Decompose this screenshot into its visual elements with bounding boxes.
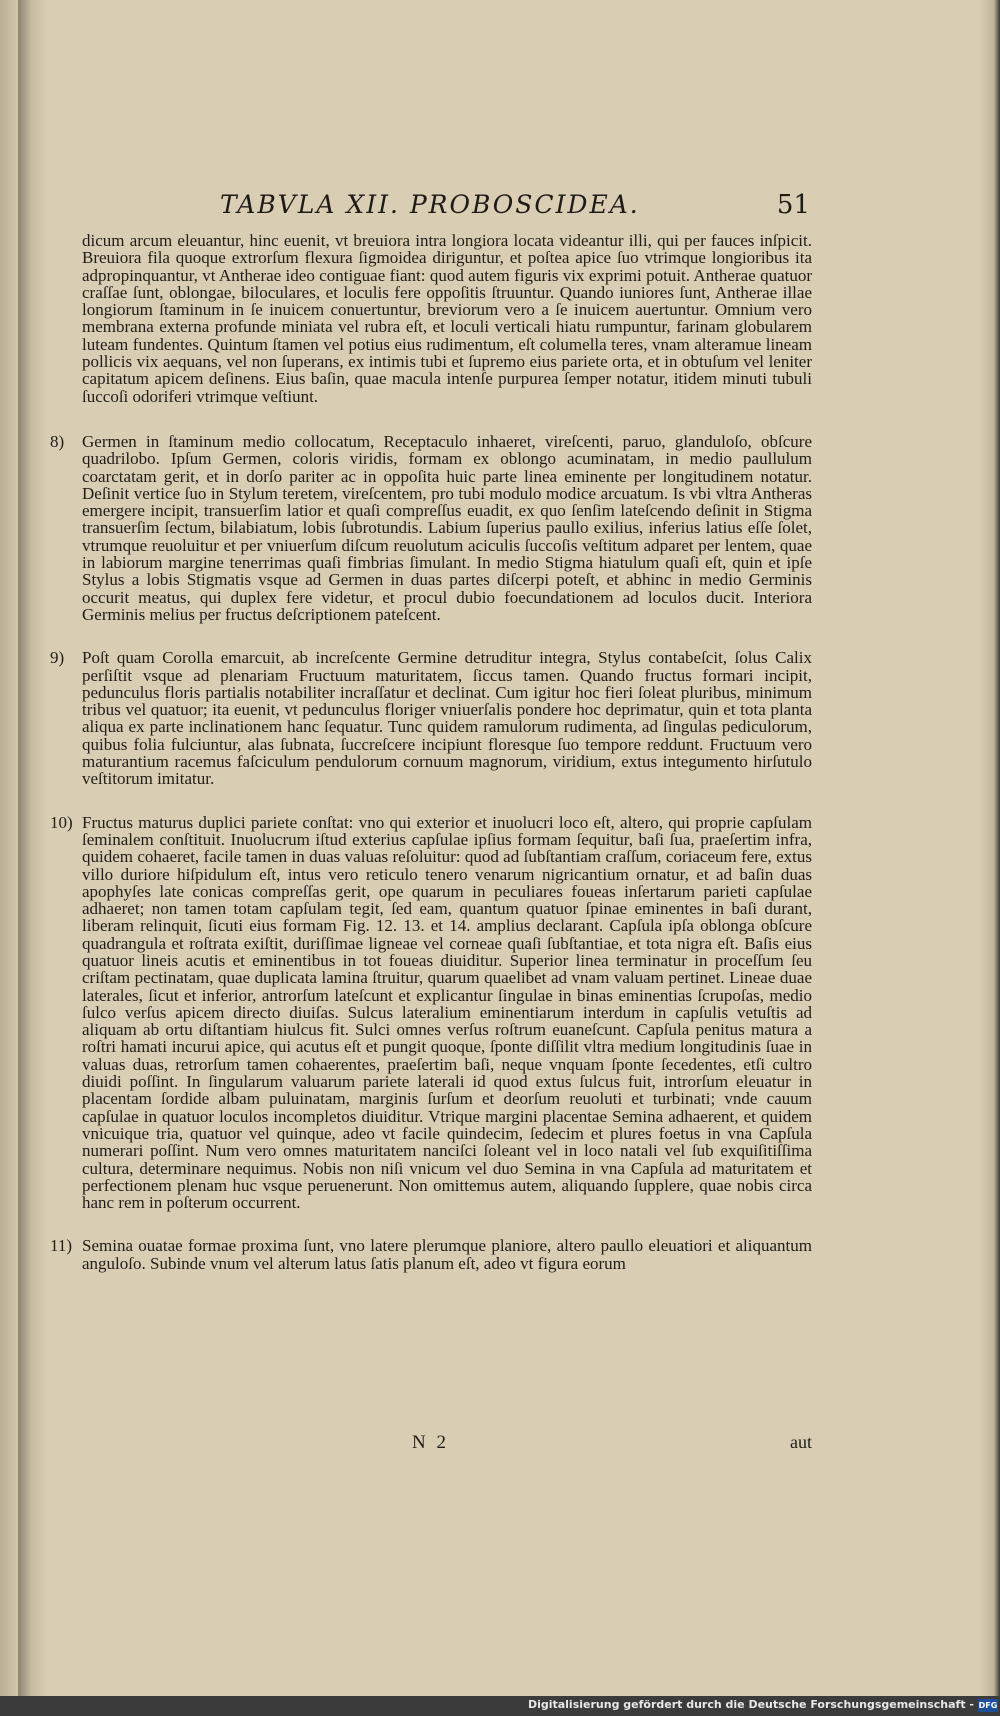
paragraph-continued	[50, 232, 812, 405]
credit-bar	[0, 1696, 1000, 1716]
paragraph-number: 11)	[50, 1236, 73, 1256]
paragraph-number: 8)	[50, 431, 65, 451]
running-title: TABVLA XII. PROBOSCIDEA.	[220, 190, 640, 219]
page-footer	[82, 1432, 812, 1454]
paragraph-9	[50, 649, 812, 787]
paragraph-text: Germen in ſtaminum medio collocatum, Receptaculo inhaeret, vireſcenti, paruo, glanduloſo, obſcure quadrilobo. Ipſum Germen, coloris viridis, formam ex oblongo acuminatam, in medio paullulum coarctatam gerit, et in dorſo pariter ac in oppoſita huic parte linea eminente per longitudinem notatur. Deſinit vertice ſuo in Stylum teretem, vireſcentem, pro tubi modulo modice arcuatum. Is vbi vltra Antheras emergere incipit, transuerſim latior et quaſi compreſſus euadit, ex quo ſenſim lateſcendo deſinit in Stigma transuerſim ſectum, bilabiatum, lobis ſubrotundis. Labium ſuperius paullo exilius, inferius latius eſſe ſolet, vtrumque reuoluitur et per vniuerſum diſcum reuolutum aciculis ſuccoſis veſtitum adparet per lentem, quae in labiorum margine tenerrimas quaſi fimbrias ſimulant. In medio Stigma hiatulum quaſi eſt, quin et ipſe Stylus a lobis Stigmatis vsque ad Germen in duas partes diſcerpi poteſt, et abhinc in medio Germinis occurit meatus, qui duplex fere videtur, et procul dubio foecundationem ad loculos ducit. Interiora Germinis melius per fructus deſcriptionem pateſcent.	[82, 431, 812, 624]
paragraph-text: Fructus maturus duplici pariete conſtat: vno qui exterior et inuolucri loco eſt, altero, qui proprie capſulam ſeminalem conſtituit. Inuolucrum iſtud exterius capſulae ipſius formam ſequitur, baſi ſua, praeſertim infra, quidem cohaeret, facile tamen in duas valuas reſoluitur: quod ad ſubſtantiam craſſum, coriaceum fere, extus villo duriore hiſpidulum eſt, intus vero reticulo tenero venarum nigricantium ornatur, et ad baſin duas apophyſes late conicas compreſſas gerit, ope quarum in peculiares foueas inſertarum parieti capſulae adhaeret; non tamen totam capſulam tegit, ſed eam, quantum quatuor ſpinae eminentes in baſi durant, liberam relinquit, ſicuti eius formam Fig. 12. 13. et 14. amplius declarant. Capſula ipſa oblonga obſcure quadrangula et roſtrata exiſtit, duriſſimae ligneae vel corneae quaſi ſubſtantiae, et tota nigra eſt. Baſis eius quatuor lineis acutis et eminentibus in tot foueas diuiditur. Superior linea terminatur in proceſſum ſeu criſtam pectinatam, quae duplicata lamina ſtruitur, quarum quaelibet ad vnam valuam pertinet. Lineae duae laterales, ſicut et inferior, antrorſum lateſcunt et explicantur ſingulae in binas eminentias ſcrupoſas, medio ſulco verſus apicem directo diuiſas. Sulcus lateralium eminentiarum interdum in capſulis vetuſtis ad aliquam ab ortu diſtantiam hiulcus fit. Sulci omnes verſus roſtrum euaneſcunt. Capſula penitus matura a roſtri hamati incurui apice, qui acutus eſt et pungit quoque, ſponte diſſilit vltra medium longitudinis ſuae in valuas duas, retrorſum tamen cohaerentes, praeſertim baſi, neque vnquam ſponte ſecedentes, etſi cultro diuidi poſſint. In ſingularum valuarum pariete laterali id quod extus ſulcus fuit, introrſum eleuatur in placentam ſordide albam puluinatam, marginis ſurſum et deorſum reuoluti et turbinati; vnde cauum capſulae in quatuor loculos incompletos diuiditur. Vtrique margini placentae Semina adhaerent, et quidem vnicuique tria, quatuor vel quinque, adeo vt facile quindecim, ſedecim et plures foetus in vna Capſula numerari poſſint. Num vero omnes maturitatem nanciſci ſoleant vel in loco natali vel ſub exquiſitiſſima cultura, determinare nequimus. Nobis non niſi vnicum vel duo Semina in vna Capſula ad maturitatem et perfectionem plenam huc vsque peruenerunt. Non omittemus autem, aliquando ſupplere, quae nobis circa hanc rem in poſterum occurrent.	[82, 812, 812, 1213]
book-gutter	[18, 0, 48, 1716]
dfg-logo-icon: DFG	[978, 1701, 998, 1710]
paragraph-number: 10)	[50, 812, 73, 832]
catchword: aut	[790, 1432, 812, 1452]
body-text	[50, 232, 812, 1298]
paragraph-text: dicum arcum eleuantur, hinc euenit, vt breuiora intra longiora locata videantur illi, qui per fauces inſpicit. Breuiora fila quoque extrorſum flexura ſigmoidea diriguntur, et poſtea apice ſuo vtrimque longioribus ita adpropinquantur, vt Antherae ideo contiguae fiant: quod autem figuris vix exprimi potuit. Antherae quatuor craſſae ſunt, oblongae, biloculares, et loculis fere oppoſitis ſtruuntur. Quando iuniores ſunt, Antherae illae longiorum ſtaminum in ſe inuicem conuertuntur, breviorum vero a ſe inuicem auertuntur. Omnium vero membrana externa profunde miniata vel rubra eſt, et loculi verticali hiatu rumpuntur, farinam globularem luteam fundentes. Quintum ſtamen vel potius eius rudimentum, eſt columella teres, vnam alteramue lineam pollicis vix aequans, vel non ſuperans, ex intimis tubi et ſupremo eius pariete orta, et in obtuſum vel leniter capitatum apicem deſinens. Eius baſin, quae macula intenſe purpurea ſemper notatur, itidem minuti tubuli ſuccoſi odoriferi vtrimque veſtiunt.	[82, 231, 812, 406]
paragraph-8	[50, 433, 812, 623]
page-number: 51	[776, 190, 810, 220]
paragraph-11	[50, 1237, 812, 1272]
page-edge	[980, 0, 1000, 1716]
paragraph-text: Poſt quam Corolla emarcuit, ab increſcente Germine detruditur integra, Stylus contabeſcit, ſolus Calix perſiſtit vsque ad plenariam Fructuum maturitatem, ſiccus tamen. Quando fructus formari incipit, pedunculus floris partialis notabiliter incraſſatur et declinat. Cum igitur hoc fieri ſoleat pluribus, minimum tribus vel quatuor; ita euenit, vt pedunculus floriger vniuerſalis pondere hoc deprimatur, quin et tota planta aliqua ex parte inclinationem hanc ſequatur. Tunc quidem ramulorum rudimenta, ad ſingulas pediculorum, quibus folia fulciuntur, alas ſubnata, ſuccreſcere incipiunt floresque ſuo tempore reddunt. Fructuum vero maturantium racemus faſciculum pendulorum cornuum magnorum, viridium, extus integumento hirſutulo veſtitorum imitatur.	[82, 648, 812, 789]
facing-page-edge	[0, 0, 18, 1716]
funding-credit: Digitalisierung gefördert durch die Deutsche Forschungsgemeinschaft -	[527, 1698, 974, 1711]
paragraph-text: Semina ouatae formae proxima ſunt, vno latere plerumque planiore, altero paullo eleuatiori et aliquantum anguloſo. Subinde vnum vel alterum latus ſatis planum eſt, adeo vt figura eorum	[82, 1236, 812, 1273]
paragraph-10	[50, 814, 812, 1212]
paragraph-number: 9)	[50, 648, 65, 668]
page-header	[80, 190, 810, 226]
signature-mark: N 2	[412, 1432, 449, 1453]
